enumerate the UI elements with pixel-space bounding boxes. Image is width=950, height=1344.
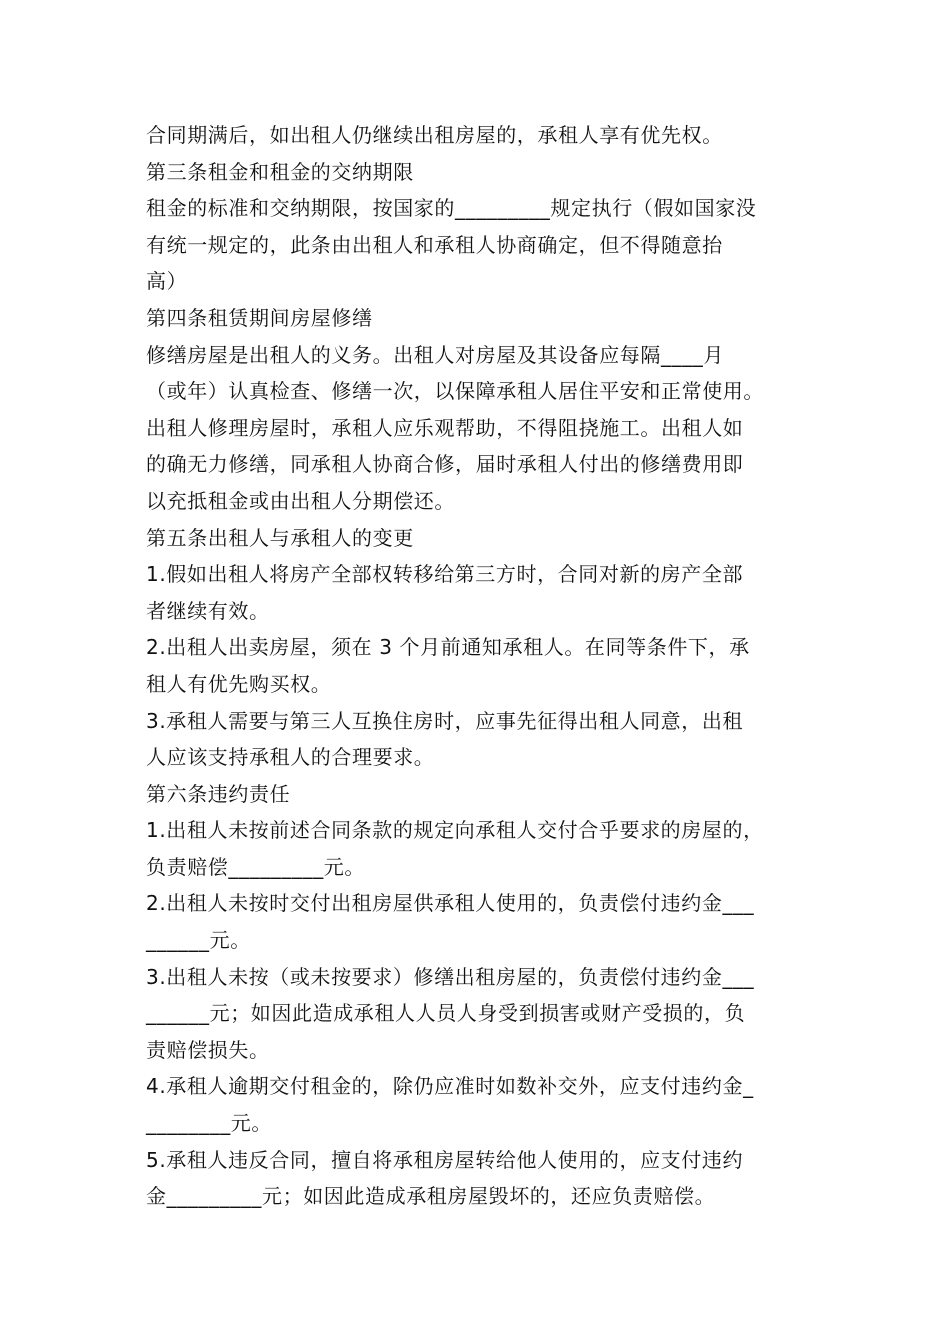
text-line: 者继续有效。 (146, 598, 270, 623)
text-line: 租人有优先购买权。 (146, 671, 332, 696)
text-line: 3.出租人未按（或未按要求）修缮出租房屋的，负责偿付违约金___ (146, 964, 755, 989)
text-line: 1.假如出租人将房产全部权转移给第三方时，合同对新的房产全部 (146, 562, 744, 587)
text-line: 租金的标准和交纳期限，按国家的_________规定执行（假如国家没 (146, 196, 757, 221)
text-line: ________元。 (146, 1111, 272, 1136)
document-body (146, 117, 818, 1215)
text-line: ______元；如因此造成承租人人员人身受到损害或财产受损的，负 (146, 1001, 746, 1026)
text-line: 人应该支持承租人的合理要求。 (146, 745, 435, 770)
text-line: （或年）认真检查、修缮一次，以保障承租人居住平安和正常使用。 (146, 379, 764, 404)
section-heading: 第六条违约责任 (146, 781, 291, 806)
text-line: 修缮房屋是出租人的义务。出租人对房屋及其设备应每隔____月 (146, 342, 724, 367)
text-line: 负责赔偿_________元。 (146, 854, 365, 879)
text-line: 3.承租人需要与第三人互换住房时，应事先征得出租人同意，出租 (146, 708, 744, 733)
text-line: 合同期满后，如出租人仍继续出租房屋的，承租人享有优先权。 (146, 123, 723, 147)
text-line: 的确无力修缮，同承租人协商合修，届时承租人付出的修缮费用即 (146, 452, 744, 477)
text-line: 高） (146, 269, 188, 294)
text-line: 金_________元；如因此造成承租房屋毁坏的，还应负责赔偿。 (146, 1184, 716, 1209)
section-heading: 第三条租金和租金的交纳期限 (146, 159, 414, 184)
text-line: 有统一规定的，此条由出租人和承租人协商确定，但不得随意抬 (146, 232, 723, 257)
text-line: 5.承租人违反合同，擅自将承租房屋转给他人使用的，应支付违约 (146, 1147, 744, 1172)
text-line: 2.出租人出卖房屋，须在 3 个月前通知承租人。在同等条件下，承 (146, 635, 750, 660)
text-line: 1.出租人未按前述合同条款的规定向承租人交付合乎要求的房屋的， (146, 818, 764, 843)
text-line: 出租人修理房屋时，承租人应乐观帮助，不得阻挠施工。出租人如 (146, 415, 744, 440)
text-line: 4.承租人逾期交付租金的，除仍应准时如数补交外，应支付违约金_ (146, 1074, 754, 1099)
text-line: 以充抵租金或由出租人分期偿还。 (146, 488, 455, 513)
text-line: 2.出租人未按时交付出租房屋供承租人使用的，负责偿付违约金___ (146, 891, 755, 916)
section-heading: 第五条出租人与承租人的变更 (146, 525, 414, 550)
section-heading: 第四条租赁期间房屋修缮 (146, 305, 373, 330)
text-line: 责赔偿损失。 (146, 1037, 270, 1062)
text-line: ______元。 (146, 928, 251, 953)
